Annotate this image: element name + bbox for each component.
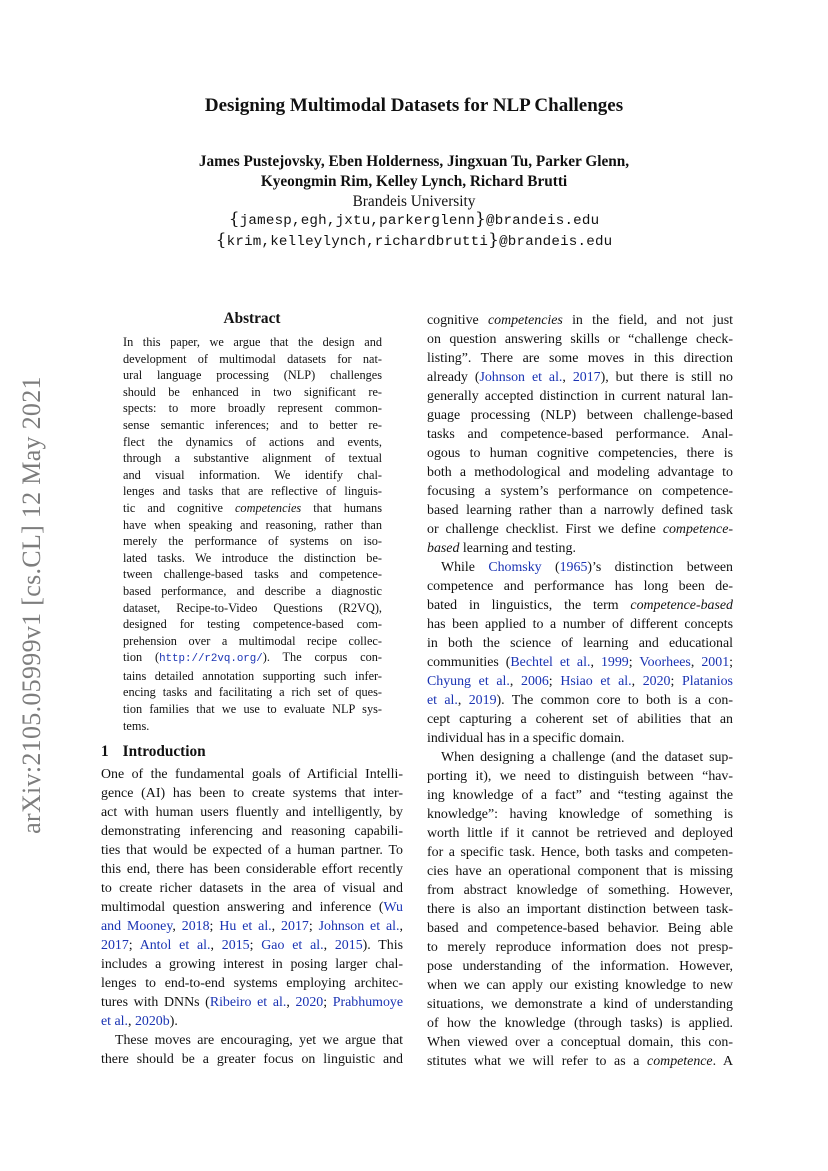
text-run: communities ( [427,655,511,670]
section-title: Introduction [122,743,206,760]
body-line [101,993,403,1012]
body-line: has been applied to a number of different concepts [427,617,733,632]
emphasis: competence- [662,522,733,537]
text-run: . A [712,1054,733,1069]
text-run: , [286,995,296,1010]
abstract-line: through a substantive alignment of textual [123,451,382,466]
text-run: ; [323,995,333,1010]
text-run: , [271,919,282,934]
body-line: there is also an important distinction between task- [427,902,733,917]
abstract-body [123,334,382,734]
abstract-last-line [123,718,382,735]
citation-link[interactable]: Prabhumoye [332,995,403,1010]
text-run: individual has in a specific domain. [427,731,625,746]
abstract-line: lenges and tasks that are reflective of linguis- [123,484,382,499]
abstract-line: encing tasks and facilitating a rich set of ques- [123,685,382,700]
email-users-1: jamesp,egh,jxtu,parkerglenn [239,213,475,229]
text-run: , [172,919,182,934]
text-run: ). The corpus con- [262,650,382,665]
citation-link[interactable]: 2001 [701,655,730,670]
body-line [427,653,733,672]
body-line: ties that would be expected of a human partner. To [101,843,403,858]
text-run: tures with DNNs ( [101,995,210,1010]
body-line: porting it), we need to distinguish between “hav- [427,769,733,784]
citation-link[interactable]: 2015 [221,938,250,953]
abstract-line: tains detailed annotation supporting such infer- [123,668,382,683]
citation-link[interactable]: 2017 [101,938,129,953]
affiliation: Brandeis University [352,193,476,210]
text-run: tion ( [123,650,160,665]
abstract-line: based performance, and describe a diagnostic [123,583,382,598]
text-run: ( [541,560,560,575]
text-run: ; [128,938,140,953]
body-line: situations, we demonstrate a kind of understanding [427,997,733,1012]
body-line: both a methodological and modeling advantage to [427,465,733,480]
emphasis: competencies [487,313,563,328]
body-line: cept capturing a coherent set of abilities that an [427,712,733,727]
citation-link[interactable]: Ribeiro et al. [209,995,287,1010]
body-line: When designing a challenge (and the dataset sup- [441,750,733,765]
text-run: ; [628,655,640,670]
body-line: pose understanding of the information. However, [427,959,733,974]
abstract-line: development of multimodal datasets for nat- [123,351,382,366]
text-run: , [562,370,573,385]
citation-link[interactable]: 2018 [181,919,210,934]
citation-link[interactable]: Chyung et al. [427,674,510,689]
text-run: bated in linguistics, the term [427,598,631,613]
arxiv-stamp [14,360,50,850]
text-run: , [690,655,702,670]
right-paragraph-2-end [427,729,733,748]
text-run: that humans [301,500,382,515]
body-line [427,311,733,330]
citation-link[interactable]: 2020 [642,674,671,689]
citation-link[interactable]: Platanios [682,674,733,689]
body-line: based learning rather than a narrowly defined task [427,503,733,518]
emphasis: competencies [234,500,302,515]
abstract-line: dataset, Recipe-to-Video Questions (R2VQ), [123,600,382,615]
citation-link[interactable]: et al. [427,693,458,708]
email-users-2: krim,kelleylynch,richardbrutti [226,234,489,250]
citation-link[interactable]: 2020b [134,1014,170,1029]
text-run: tic and cognitive [123,500,223,515]
body-line: guage processing (NLP) between challenge-based [427,408,733,423]
body-line: worth little if it cannot be retrieved and deployed [427,826,733,841]
email-line-2: {krim,kelleylynch,richardbrutti}@brandeis.edu [215,230,613,250]
text-run: ; [548,674,561,689]
intro-paragraph-1-end [101,1012,403,1031]
author-line-2: Kyeongmin Rim, Kelley Lynch, Richard Brutti [260,173,568,190]
body-line: These moves are encouraging, yet we argue that [115,1033,403,1048]
body-line: to create richer datasets in the area of visual and [101,881,403,896]
author-line-1: James Pustejovsky, Eben Holderness, Jingxuan Tu, Parker Glenn, [198,153,630,170]
r2vq-link[interactable]: http://r2vq.org/ [159,653,263,666]
body-line: knowledge”: having knowledge of something is [427,807,733,822]
emphasis: competence-based [630,598,733,613]
body-line: ogous to human cognitive competencies, there is [427,446,733,461]
author-list [0,152,828,192]
citation-link[interactable]: Johnson et al. [318,919,400,934]
email-line-1: {jamesp,egh,jxtu,parkerglenn}@brandeis.edu [228,209,600,229]
citation-link[interactable]: 2017 [281,919,309,934]
body-line [101,936,403,955]
abstract-heading: Abstract [223,310,281,327]
body-line [427,596,733,615]
body-line: on question answering skills or “challenge check- [427,332,733,347]
body-line [101,917,403,936]
abstract-line: prehension over a multimodal recipe collec- [123,633,382,648]
citation-link[interactable]: Bechtel et al. [510,655,591,670]
body-line [427,558,733,577]
body-line: ing knowledge of a fact” and “testing against the [427,788,733,803]
citation-link[interactable]: and Mooney [101,919,173,934]
section-number: 1 [101,743,109,760]
abstract-line: sense semantic inferences; and to better re- [123,417,382,432]
text-run: or challenge checklist. First we define [427,522,663,537]
citation-link[interactable]: Gao et al. [261,938,324,953]
text-run: ; [308,919,319,934]
text-run: )’s distinction between [587,560,733,575]
abstract-line: tems. [123,718,150,733]
text-run: cognitive [427,313,488,328]
paper-title: Designing Multimodal Datasets for NLP Challenges [204,95,624,116]
citation-link[interactable]: Voorhees [639,655,691,670]
body-line: from abstract knowledge of something. However, [427,883,733,898]
citation-link[interactable]: Hu et al. [219,919,272,934]
text-run: already ( [427,370,480,385]
citation-link[interactable]: Hsiao et al. [560,674,632,689]
arxiv-stamp-text: arXiv:2105.05999v1 [cs.CL] 12 May 2021 [17,376,46,834]
body-line: for a specific task. Hence, both tasks and competen- [427,845,733,860]
text-run: ). The common core to both is a con- [496,693,733,708]
text-run: ). [169,1014,178,1029]
text-run: ; [209,919,220,934]
text-run: multimodal question answering and inference ( [101,900,384,915]
section-heading-introduction [101,743,206,761]
abstract-line: have when speaking and reasoning, rather than [123,517,382,532]
citation-link[interactable]: et al. [101,1014,128,1029]
text-run: ; [670,674,683,689]
citation-link[interactable]: 2015 [334,938,363,953]
body-line: listing”. There are some moves in this direction [427,351,733,366]
body-line: generally accepted distinction in current natural lan- [427,389,733,404]
text-run: ; [249,938,262,953]
abstract-line: designed for testing competence-based com- [123,617,382,632]
text-run: ), but there is still no [600,370,733,385]
body-line: gence (AI) has been to create systems that inter- [101,786,403,801]
body-line: When viewed over a conceptual domain, this con- [427,1035,733,1050]
right-paragraph-1 [427,311,733,539]
intro-paragraph-2 [101,1031,403,1069]
introduction-body [101,765,403,1069]
body-line [427,368,733,387]
text-run: While [441,560,489,575]
body-line: based and competence-based behavior. Being able [427,921,733,936]
text-run: , [457,693,469,708]
text-run: ). This [362,938,403,953]
citation-link[interactable]: Johnson et al. [479,370,563,385]
body-line: of how the knowledge (through tasks) is applied. [427,1016,733,1031]
text-run: , [590,655,601,670]
citation-link[interactable]: Wu [383,900,403,915]
abstract-line: tion families that we use to evaluate NLP sys- [123,702,382,717]
citation-link[interactable]: 1999 [600,655,629,670]
body-line: to merely reproduce information does not presp- [427,940,733,955]
right-column-body [427,311,733,1071]
body-line [427,691,733,710]
abstract-line: flect the dynamics of actions and events, [123,434,382,449]
body-line: One of the fundamental goals of Artificial Intelli- [101,767,403,782]
text-run: , [509,674,521,689]
body-line: demonstrating inferencing and reasoning capabili- [101,824,403,839]
citation-link[interactable]: 1965 [559,560,588,575]
abstract-line [123,649,382,668]
citation-link[interactable]: 2020 [295,995,324,1010]
body-line [101,898,403,917]
body-line [427,1052,733,1071]
abstract-line: merely the performance of systems on iso- [123,534,382,549]
body-line: there should be a greater focus on linguistic and [101,1052,403,1067]
text-run: , [210,938,222,953]
abstract-line: should be enhanced in two significant re- [123,384,382,399]
email-domain-2: @brandeis.edu [499,234,613,250]
text-run: , [323,938,335,953]
body-line: focusing a system’s performance on competence- [427,484,733,499]
abstract-line: spects: to more broadly represent common- [123,401,382,416]
email-domain-1: @brandeis.edu [486,213,600,229]
abstract-line: In this paper, we argue that the design and [123,335,382,349]
intro-paragraph-1 [101,765,403,1012]
abstract-line [123,500,382,517]
citation-link[interactable]: Chomsky [488,560,542,575]
abstract-line: ural language processing (NLP) challenges [123,368,382,383]
text-run: , [128,1014,135,1029]
text-run: learning and testing. [459,541,576,556]
emphasis: based [427,541,460,556]
text-run: stitutes what we will refer to as a [427,1054,648,1069]
body-line: cies have an operational component that is missing [427,864,733,879]
citation-link[interactable]: 2019 [468,693,497,708]
body-line [427,520,733,539]
text-run: in the field, and not just [562,313,733,328]
emphasis: competence [647,1054,713,1069]
right-paragraph-2 [427,558,733,729]
body-line: lenges to end-to-end systems employing architec- [101,976,403,991]
body-line: tasks and competence-based performance. Anal- [427,427,733,442]
abstract-line: and visual information. We identify chal- [123,467,382,482]
body-line: in both the science of learning and educational [427,636,733,651]
citation-link[interactable]: Antol et al. [139,938,211,953]
body-line: includes a growing interest in posing larger chal- [101,957,403,972]
abstract-line: tween challenge-based tasks and competence- [123,567,382,582]
body-line: this end, there has been considerable effort recently [101,862,403,877]
abstract-line: lated tasks. We introduce the distinction be- [123,550,382,565]
abstract-paragraph [123,334,382,718]
text-run: ; [729,655,733,670]
body-line [427,672,733,691]
text-run: , [399,919,403,934]
body-line: when we can apply our existing knowledge to new [427,978,733,993]
body-line: competence and performance has long been de- [427,579,733,594]
citation-link[interactable]: 2017 [572,370,601,385]
text-run: , [631,674,643,689]
right-paragraph-3 [427,748,733,1071]
body-line: act with human users fluently and intelligently, by [101,805,403,820]
citation-link[interactable]: 2006 [521,674,549,689]
right-paragraph-1-end [427,539,733,558]
